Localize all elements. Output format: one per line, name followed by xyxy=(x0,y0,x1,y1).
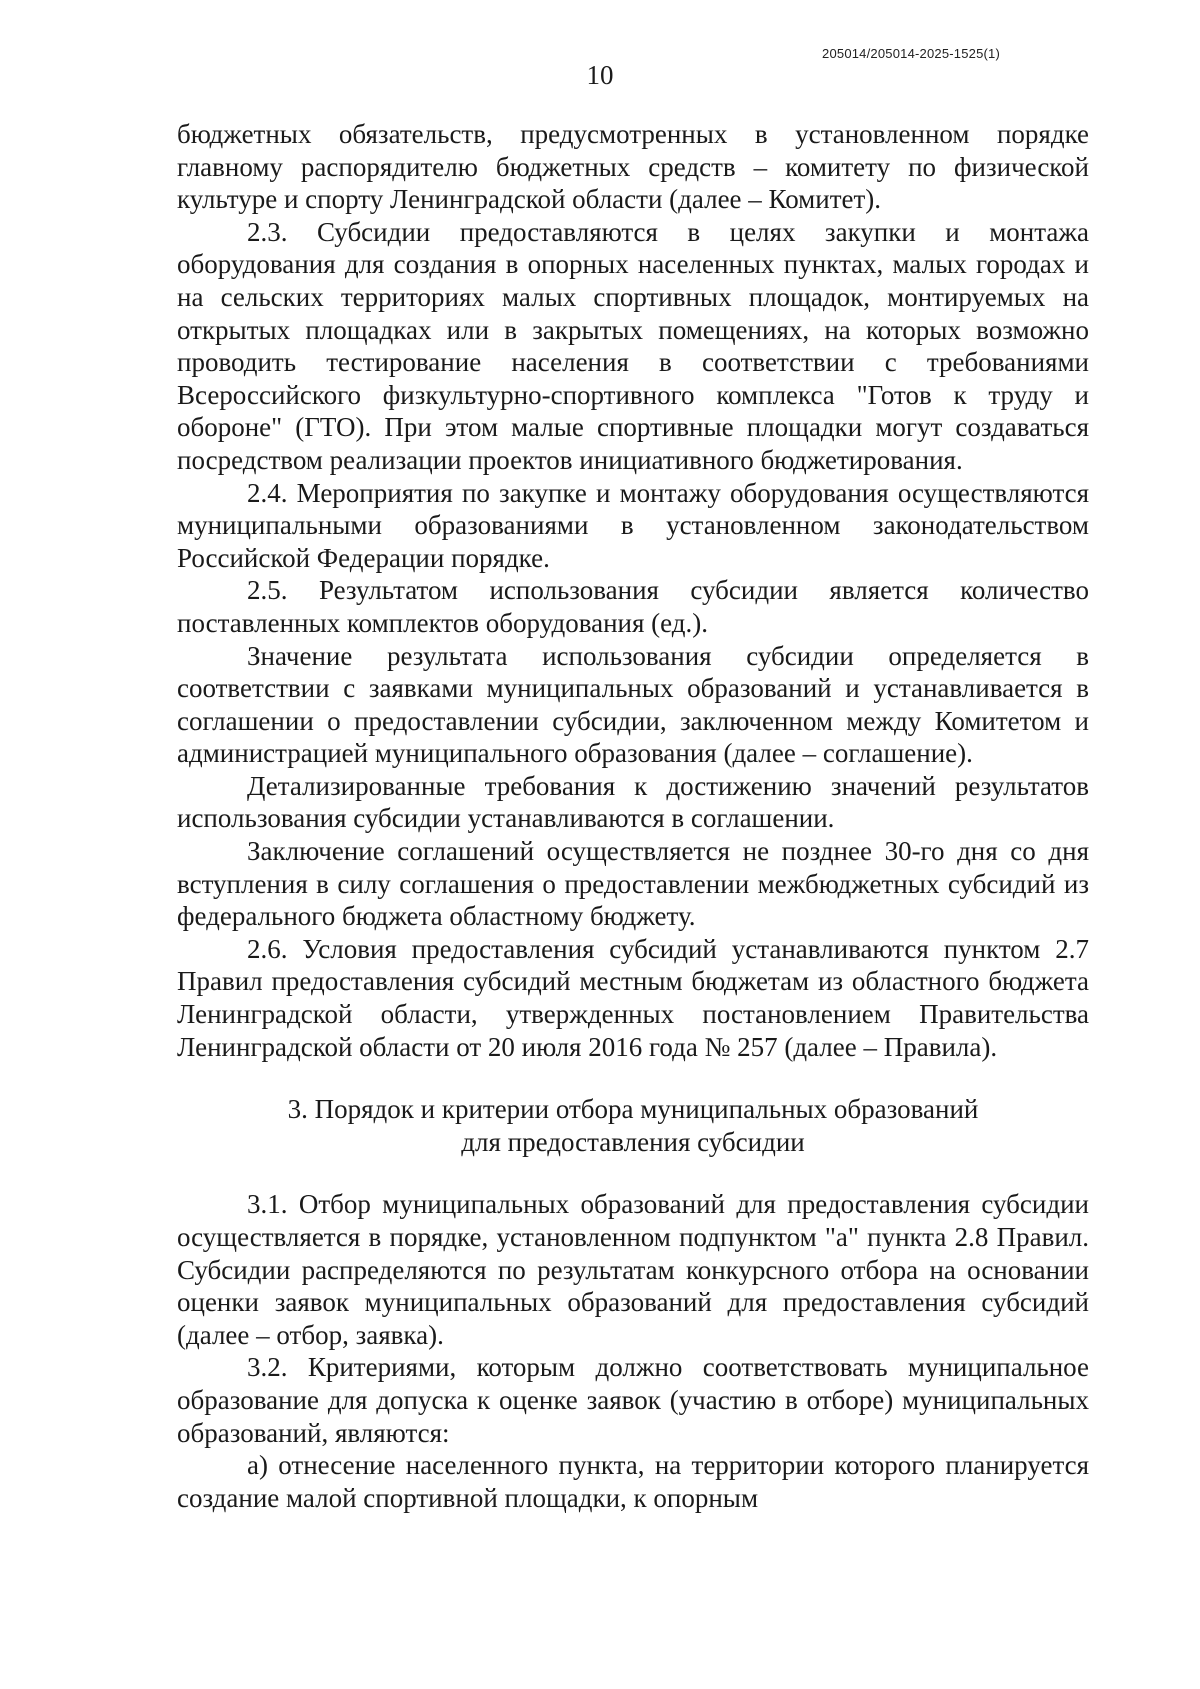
paragraph-result-value: Значение результата использования субсидии определяется в соответствии с заявками муниципальных образований и устанавливается в соглашении о предоставлении субсидии, заключенном между Комитетом и администрацией муниципального образования (далее – соглашение). xyxy=(177,640,1089,769)
section-3-heading xyxy=(177,1093,1089,1158)
document-id: 205014/205014-2025-1525(1) xyxy=(822,46,1000,61)
paragraph-agreement-deadline: Заключение соглашений осуществляется не позднее 30-го дня со дня вступления в силу соглашения о предоставлении межбюджетных субсидий из федерального бюджета областному бюджету. xyxy=(177,836,1089,932)
section-3-heading-line-1: 3. Порядок и критерии отбора муниципальных образований xyxy=(287,1094,979,1125)
paragraph-2-4: 2.4. Мероприятия по закупке и монтажу оборудования осуществляются муниципальными образованиями в установленном законодательством Российской Федерации порядке. xyxy=(177,477,1089,573)
section-3-heading-line-2: для предоставления субсидии xyxy=(461,1126,805,1157)
paragraph-3-1: 3.1. Отбор муниципальных образований для предоставления субсидии осуществляется в порядке, установленном подпунктом "а" пункта 2.8 Правил. Субсидии распределяются по результатам конкурсного отбора на основании оценки заявок муниципальных образований для предоставления субсидий (далее – отбор, заявка). xyxy=(177,1189,1089,1350)
paragraph-detailed-requirements: Детализированные требования к достижению значений результатов использования субсидии устанавливаются в соглашении. xyxy=(177,770,1089,834)
paragraph-continuation: бюджетных обязательств, предусмотренных в установленном порядке главному распорядителю бюджетных средств – комитету по физической культуре и спорту Ленинградской области (далее – Комитет). xyxy=(177,119,1089,215)
document-body xyxy=(177,118,1089,1514)
paragraph-2-5: 2.5. Результатом использования субсидии является количество поставленных комплектов оборудования (ед.). xyxy=(177,575,1089,638)
paragraph-2-3: 2.3. Субсидии предоставляются в целях закупки и монтажа оборудования для создания в опорных населенных пунктах, малых городах и на сельских территориях малых спортивных площадок, монтируемых на открытых площадках или в закрытых помещениях, на которых возможно проводить тестирование населения в соответствии с требованиями Всероссийского физкультурно-спортивного комплекса "Готов к труду и обороне" (ГТО). При этом малые спортивные площадки могут создаваться посредством реализации проектов инициативного бюджетирования. xyxy=(177,216,1089,475)
page-number: 10 xyxy=(586,60,614,90)
paragraph-2-6: 2.6. Условия предоставления субсидий устанавливаются пунктом 2.7 Правил предоставления субсидий местным бюджетам из областного бюджета Ленинградской области, утвержденных постановлением Правительства Ленинградской области от 20 июля 2016 года № 257 (далее – Правила). xyxy=(177,933,1089,1062)
paragraph-3-2-a: а) отнесение населенного пункта, на территории которого планируется создание малой спортивной площадки, к опорным xyxy=(177,1450,1089,1513)
paragraph-3-2: 3.2. Критериями, которым должно соответствовать муниципальное образование для допуска к оценке заявок (участию в отборе) муниципальных образований, являются: xyxy=(177,1352,1089,1448)
